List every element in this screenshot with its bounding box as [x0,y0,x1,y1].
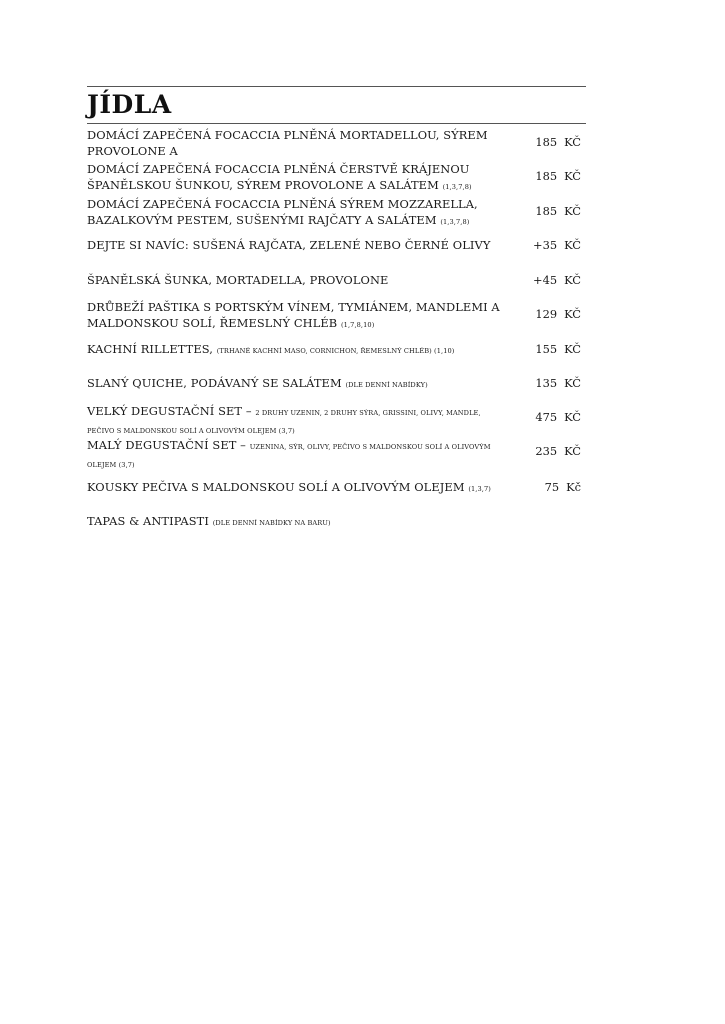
price-currency: KČ [564,410,581,424]
menu-item-price [511,272,581,288]
menu-item-description [87,272,527,288]
menu-item-price [511,409,581,425]
allergen-note: (1,3,7) [468,485,491,493]
price-amount: +35 [533,238,558,252]
menu-item-description [87,403,502,439]
menu-item-name: DOMÁCÍ ZAPEČENÁ FOCACCIA PLNĚNÁ ČERSTVĚ KRÁJENOU ŠPANĚLSKOU ŠUNKOU, SÝREM PROVOLONE A SALÁTEM [87,162,470,192]
menu-item-name: VELKÝ DEGUSTAČNÍ SET – [87,404,252,418]
menu-item [87,403,586,433]
menu-item-price [511,203,581,219]
menu-item-price [511,443,581,459]
price-amount: 75 [544,480,560,494]
item-detail-note: UZENINA, SÝR, OLIVY, PEČIVO S MALDONSKOU SOLÍ A OLIVOVÝM OLEJEM (3,7) [87,443,491,469]
top-divider [87,86,586,87]
price-currency: KČ [564,169,581,183]
menu-item [87,161,586,195]
menu-item-price [511,168,581,184]
price-amount: 129 [535,307,558,321]
menu-item [87,437,586,467]
menu-item-description [87,299,527,333]
menu-item [87,513,586,531]
menu-item-name: DEJTE SI NAVÍC: SUŠENÁ RAJČATA, ZELENÉ NEBO ČERNÉ OLIVY [87,238,491,252]
menu-item-price [511,341,581,357]
item-detail-note: (DLE DENNÍ NABÍDKY) [345,381,428,389]
menu-item-description [87,341,557,359]
price-amount: 185 [535,169,558,183]
allergen-note: (1,3,7,8) [440,218,470,226]
price-currency: KČ [564,238,581,252]
menu-item [87,299,586,333]
menu-item-name: MALÝ DEGUSTAČNÍ SET – [87,438,246,452]
price-currency: KČ [564,444,581,458]
menu-item-name: KOUSKY PEČIVA S MALDONSKOU SOLÍ A OLIVOVÝM OLEJEM [87,480,465,494]
price-currency: KČ [564,135,581,149]
menu-item-name: TAPAS & ANTIPASTI [87,514,209,528]
menu-item-name: SLANÝ QUICHE, PODÁVANÝ SE SALÁTEM [87,376,342,390]
menu-item-price [511,237,581,253]
menu-item-description [87,161,527,195]
price-amount: 155 [535,342,558,356]
menu-item-description [87,437,517,473]
price-amount: 475 [535,410,558,424]
menu-item-price [511,134,581,150]
price-amount: 235 [535,444,558,458]
title-divider [87,123,586,124]
menu-item-name: DOMÁCÍ ZAPEČENÁ FOCACCIA PLNĚNÁ MORTADELLOU, SÝREM PROVOLONE A [87,128,488,158]
menu-item-description [87,375,527,393]
price-amount: +45 [533,273,558,287]
menu-item-price [511,479,581,495]
price-currency: KČ [564,204,581,218]
menu-item-name: ŠPANĚLSKÁ ŠUNKA, MORTADELLA, PROVOLONE [87,273,389,287]
menu-item-price [511,306,581,322]
price-amount: 185 [535,135,558,149]
price-currency: KČ [564,307,581,321]
item-detail-note: (TRHANÉ KACHNÍ MASO, CORNICHON, ŘEMESLNÝ CHLÉB) (1,10) [216,347,455,355]
menu-item-description [87,237,527,253]
menu-item [87,237,586,255]
item-detail-note: 2 DRUHY UZENIN, 2 DRUHY SÝRA, GRISSINI, OLIVY, MANDLE, PEČIVO S MALDONSKOU SOLÍ A OLIVOVÝM OLEJEM (3,7) [87,409,481,435]
menu-item [87,127,586,161]
allergen-note: (1,3,7,8) [442,183,472,191]
menu-item [87,479,586,497]
menu-item [87,272,586,290]
menu-item-description [87,479,537,497]
item-detail-note: (DLE DENNÍ NABÍDKY NA BARU) [212,519,331,527]
menu-item-description [87,196,527,230]
price-amount: 185 [535,204,558,218]
price-currency: KČ [564,342,581,356]
menu-item-description [87,513,527,531]
menu-item [87,375,586,393]
price-currency: Kč [566,480,581,494]
allergen-note: (1,7,8,10) [340,321,375,329]
price-currency: KČ [564,376,581,390]
menu-item-price [511,375,581,391]
price-currency: KČ [564,273,581,287]
menu-item-name: DOMÁCÍ ZAPEČENÁ FOCACCIA PLNĚNÁ SÝREM MOZZARELLA, BAZALKOVÝM PESTEM, SUŠENÝMI RAJČATY A SALÁTEM [87,197,478,227]
menu-item-description [87,127,527,159]
menu-item [87,341,586,359]
page-title: JÍDLA [87,90,172,119]
menu-item [87,196,586,230]
menu-item-name: KACHNÍ RILLETTES, [87,342,213,356]
price-amount: 135 [535,376,558,390]
menu-item-name: DRŮBEŽÍ PAŠTIKA S PORTSKÝM VÍNEM, TYMIÁNEM, MANDLEMI A MALDONSKOU SOLÍ, ŘEMESLNÝ CHLÉB [87,300,500,330]
